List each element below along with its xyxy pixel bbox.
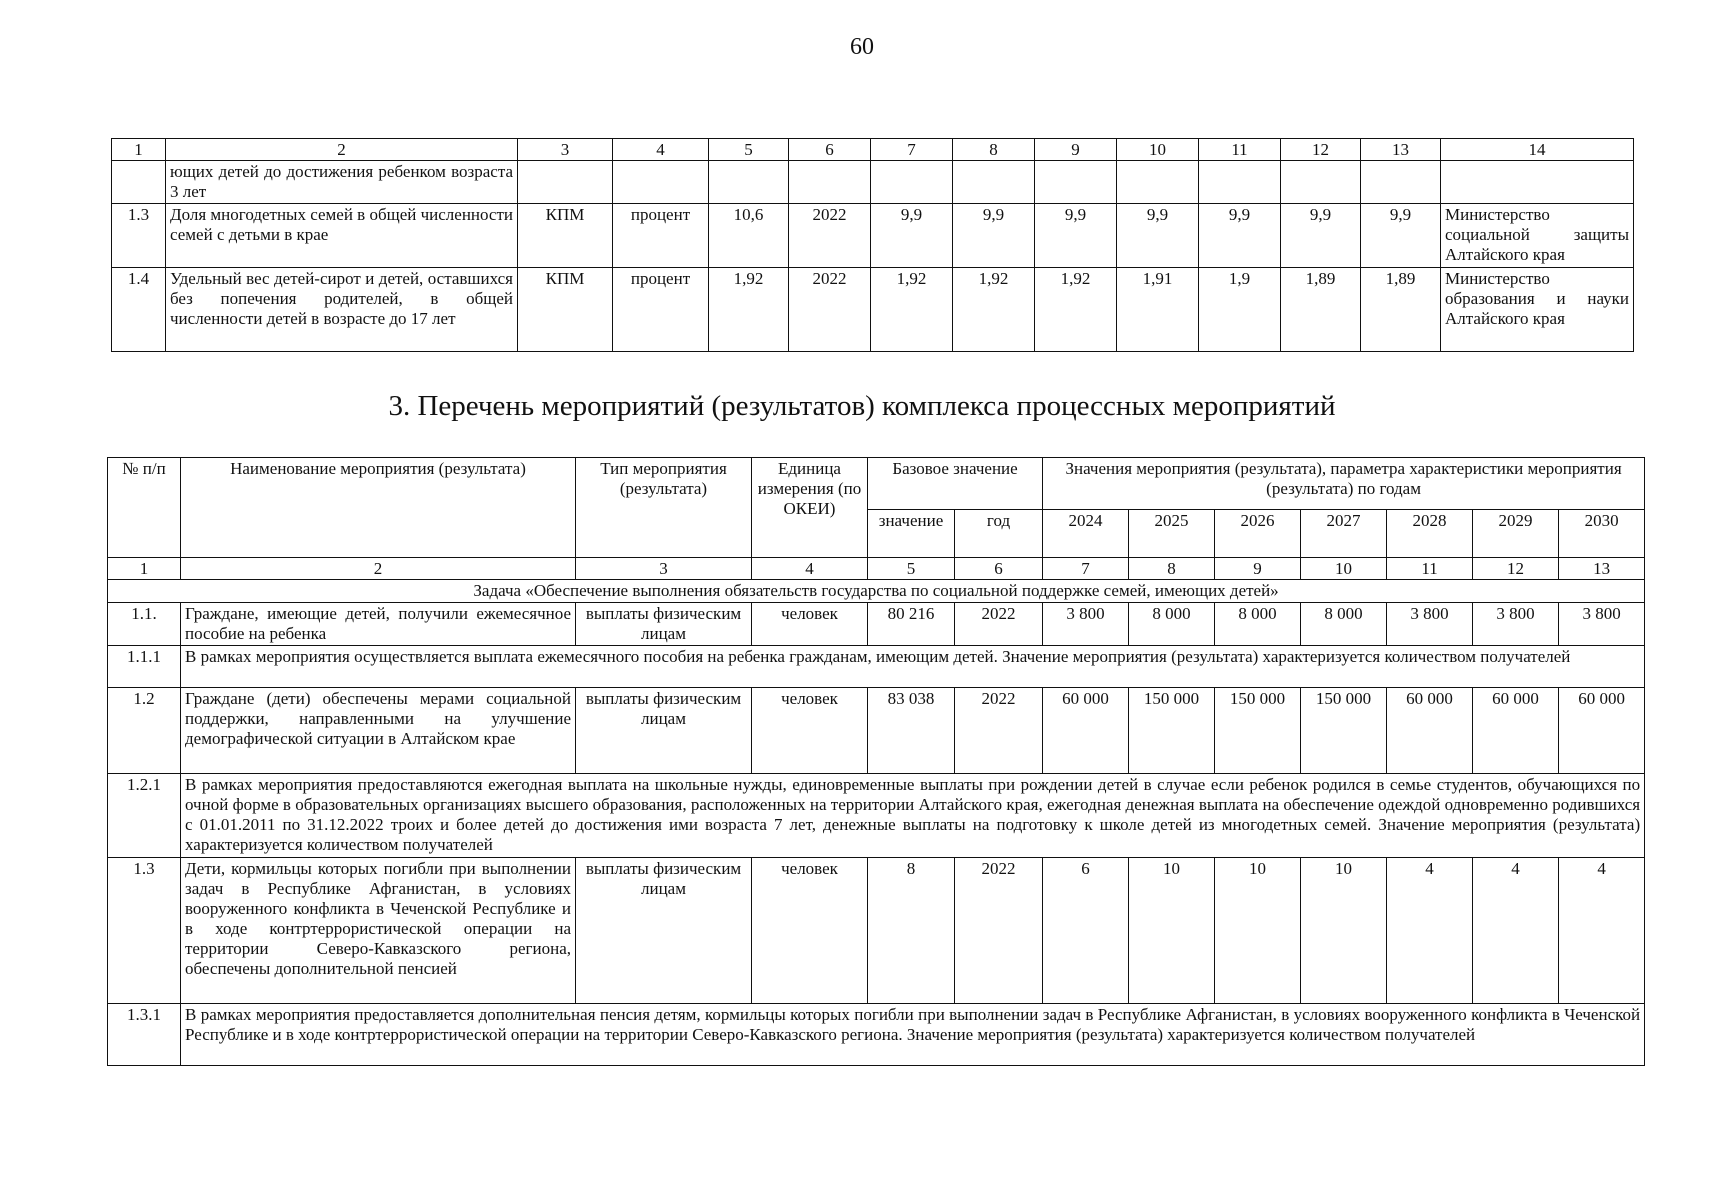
index-cell: 7	[1043, 558, 1129, 580]
year-value: 8 000	[1301, 603, 1387, 646]
indicator-name: Удельный вес детей-сирот и детей, оставшихся без попечения родителей, в общей численности детей в возрасте до 17 лет	[166, 268, 518, 352]
year-value	[871, 161, 953, 204]
base-value	[709, 161, 789, 204]
index-cell: 14	[1441, 139, 1634, 161]
indicator-source: КПМ	[518, 268, 613, 352]
task-row	[108, 580, 1645, 603]
table1-index-row	[112, 139, 1634, 161]
table-row	[108, 858, 1645, 1004]
index-cell: 2	[181, 558, 576, 580]
section-title: 3. Перечень мероприятий (результатов) комплекса процессных мероприятий	[388, 390, 1336, 422]
year-value: 10	[1129, 858, 1215, 1004]
year-value: 1,9	[1199, 268, 1281, 352]
year-value: 1,89	[1281, 268, 1361, 352]
row-number: 1.2.1	[108, 774, 181, 858]
header-num: № п/п	[108, 458, 181, 558]
indicators-table	[111, 138, 1634, 352]
year-value	[1035, 161, 1117, 204]
base-year: 2022	[955, 858, 1043, 1004]
header-year: 2028	[1387, 510, 1473, 558]
year-value: 10	[1215, 858, 1301, 1004]
index-cell: 5	[868, 558, 955, 580]
row-number	[112, 161, 166, 204]
row-number: 1.1.1	[108, 646, 181, 688]
row-number: 1.1.	[108, 603, 181, 646]
index-cell: 4	[752, 558, 868, 580]
base-year: 2022	[789, 268, 871, 352]
base-year: 2022	[955, 603, 1043, 646]
year-value: 9,9	[871, 204, 953, 268]
note-row	[108, 774, 1645, 858]
year-value: 150 000	[1301, 688, 1387, 774]
index-cell: 13	[1559, 558, 1645, 580]
base-value: 1,92	[709, 268, 789, 352]
indicator-name: ющих детей до достижения ребенком возраста 3 лет	[166, 161, 518, 204]
year-value: 60 000	[1559, 688, 1645, 774]
base-value: 83 038	[868, 688, 955, 774]
year-value: 8 000	[1215, 603, 1301, 646]
measure-note: В рамках мероприятия осуществляется выплата ежемесячного пособия на ребенка гражданам, имеющим детей. Значение мероприятия (результата) характеризуется количеством получателей	[181, 646, 1645, 688]
header-base-year: год	[955, 510, 1043, 558]
indicator-source: КПМ	[518, 204, 613, 268]
index-cell: 6	[789, 139, 871, 161]
index-cell: 10	[1117, 139, 1199, 161]
row-number: 1.3	[108, 858, 181, 1004]
year-value	[1281, 161, 1361, 204]
index-cell: 13	[1361, 139, 1441, 161]
base-value: 80 216	[868, 603, 955, 646]
row-number: 1.4	[112, 268, 166, 352]
measure-unit: человек	[752, 603, 868, 646]
header-name: Наименование мероприятия (результата)	[181, 458, 576, 558]
header-year: 2029	[1473, 510, 1559, 558]
year-value: 4	[1473, 858, 1559, 1004]
index-cell: 2	[166, 139, 518, 161]
year-value: 9,9	[953, 204, 1035, 268]
index-cell: 4	[613, 139, 709, 161]
index-cell: 1	[112, 139, 166, 161]
table-row	[108, 603, 1645, 646]
year-value: 1,91	[1117, 268, 1199, 352]
measure-name: Дети, кормильцы которых погибли при выполнении задач в Республике Афганистан, в условиях вооруженного конфликта в Чеченской Республике и в ходе контртеррористической операции на территории Северо-Кавказского региона, обеспечены дополнительной пенсией	[181, 858, 576, 1004]
row-number: 1.3.1	[108, 1004, 181, 1066]
base-value: 10,6	[709, 204, 789, 268]
header-year: 2025	[1129, 510, 1215, 558]
measure-type: выплаты физическим лицам	[576, 858, 752, 1004]
indicator-unit: процент	[613, 268, 709, 352]
table2-index-row	[108, 558, 1645, 580]
responsible: Министерство социальной защиты Алтайского края	[1441, 204, 1634, 268]
index-cell: 3	[576, 558, 752, 580]
measures-table	[107, 457, 1645, 1066]
header-base: Базовое значение	[868, 458, 1043, 510]
measure-type: выплаты физическим лицам	[576, 603, 752, 646]
index-cell: 12	[1473, 558, 1559, 580]
year-value: 10	[1301, 858, 1387, 1004]
base-year: 2022	[955, 688, 1043, 774]
year-value: 3 800	[1559, 603, 1645, 646]
index-cell: 5	[709, 139, 789, 161]
year-value: 6	[1043, 858, 1129, 1004]
table-row	[112, 161, 1634, 204]
base-year: 2022	[789, 204, 871, 268]
index-cell: 7	[871, 139, 953, 161]
year-value: 1,89	[1361, 268, 1441, 352]
task-title: Задача «Обеспечение выполнения обязательств государства по социальной поддержке семей, имеющих детей»	[108, 580, 1645, 603]
index-cell: 12	[1281, 139, 1361, 161]
year-value: 9,9	[1361, 204, 1441, 268]
measure-name: Граждане, имеющие детей, получили ежемесячное пособие на ребенка	[181, 603, 576, 646]
year-value	[1199, 161, 1281, 204]
index-cell: 1	[108, 558, 181, 580]
measure-note: В рамках мероприятия предоставляется дополнительная пенсия детям, кормильцы которых погибли при выполнении задач в Республике Афганистан, в условиях вооруженного конфликта в Чеченской Республике и в ходе контртеррористической операции на территории Северо-Кавказского региона. Значение мероприятия (результата) характеризуется количеством получателей	[181, 1004, 1645, 1066]
year-value: 9,9	[1199, 204, 1281, 268]
table-row	[112, 268, 1634, 352]
header-year: 2027	[1301, 510, 1387, 558]
year-value: 150 000	[1129, 688, 1215, 774]
year-value: 3 800	[1387, 603, 1473, 646]
header-row	[108, 458, 1645, 510]
header-year: 2030	[1559, 510, 1645, 558]
measure-unit: человек	[752, 858, 868, 1004]
index-cell: 11	[1387, 558, 1473, 580]
measure-note: В рамках мероприятия предоставляются ежегодная выплата на школьные нужды, единовременные выплаты при рождении детей в случае если ребенок родился в семье студентов, обучающихся по очной форме в образовательных организациях высшего образования, расположенных на территории Алтайского края, ежегодная денежная выплата на обеспечение одеждой одновременно родившихся с 01.01.2011 по 31.12.2022 троих и более детей до достижения ими возраста 7 лет, денежные выплаты на подготовку к школе детей из многодетных семей. Значение мероприятия (результата) характеризуется количеством получателей	[181, 774, 1645, 858]
note-row	[108, 646, 1645, 688]
index-cell: 9	[1215, 558, 1301, 580]
header-values: Значения мероприятия (результата), параметра характеристики мероприятия (результата) по годам	[1043, 458, 1645, 510]
measure-name: Граждане (дети) обеспечены мерами социальной поддержки, направленными на улучшение демографической ситуации в Алтайском крае	[181, 688, 576, 774]
base-year	[789, 161, 871, 204]
header-base-value: значение	[868, 510, 955, 558]
index-cell: 11	[1199, 139, 1281, 161]
responsible	[1441, 161, 1634, 204]
year-value: 3 800	[1473, 603, 1559, 646]
responsible: Министерство образования и науки Алтайского края	[1441, 268, 1634, 352]
indicator-source	[518, 161, 613, 204]
year-value: 3 800	[1043, 603, 1129, 646]
base-value: 8	[868, 858, 955, 1004]
year-value: 60 000	[1043, 688, 1129, 774]
header-year: 2026	[1215, 510, 1301, 558]
year-value: 8 000	[1129, 603, 1215, 646]
header-unit: Единица измерения (по ОКЕИ)	[752, 458, 868, 558]
indicator-name: Доля многодетных семей в общей численности семей с детьми в крае	[166, 204, 518, 268]
year-value: 4	[1559, 858, 1645, 1004]
table-row	[112, 204, 1634, 268]
index-cell: 6	[955, 558, 1043, 580]
indicator-unit	[613, 161, 709, 204]
measure-type: выплаты физическим лицам	[576, 688, 752, 774]
year-value	[1117, 161, 1199, 204]
year-value: 1,92	[871, 268, 953, 352]
year-value: 9,9	[1281, 204, 1361, 268]
index-cell: 8	[953, 139, 1035, 161]
year-value: 1,92	[1035, 268, 1117, 352]
index-cell: 10	[1301, 558, 1387, 580]
year-value: 60 000	[1473, 688, 1559, 774]
page-number: 60	[850, 34, 874, 60]
year-value: 4	[1387, 858, 1473, 1004]
note-row	[108, 1004, 1645, 1066]
year-value: 1,92	[953, 268, 1035, 352]
year-value: 60 000	[1387, 688, 1473, 774]
year-value: 150 000	[1215, 688, 1301, 774]
measure-unit: человек	[752, 688, 868, 774]
row-number: 1.3	[112, 204, 166, 268]
header-year: 2024	[1043, 510, 1129, 558]
year-value	[953, 161, 1035, 204]
index-cell: 9	[1035, 139, 1117, 161]
header-type: Тип мероприятия (результата)	[576, 458, 752, 558]
year-value: 9,9	[1117, 204, 1199, 268]
table-row	[108, 688, 1645, 774]
indicator-unit: процент	[613, 204, 709, 268]
index-cell: 8	[1129, 558, 1215, 580]
index-cell: 3	[518, 139, 613, 161]
row-number: 1.2	[108, 688, 181, 774]
year-value	[1361, 161, 1441, 204]
year-value: 9,9	[1035, 204, 1117, 268]
